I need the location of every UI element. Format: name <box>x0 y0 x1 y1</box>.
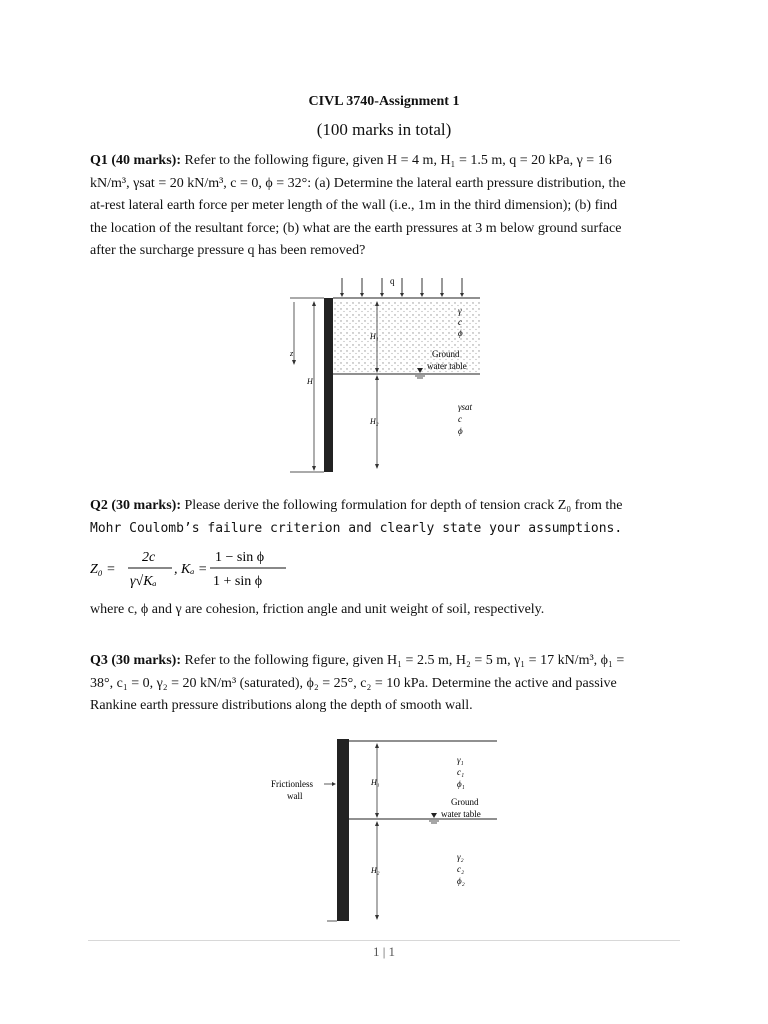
c2-label: c₂ <box>457 864 465 874</box>
c-lower-label: c <box>458 414 462 424</box>
assignment-title: CIVL 3740-Assignment 1 <box>308 94 460 109</box>
frictionless-wall <box>337 739 349 921</box>
q1-line-3: at-rest lateral earth force per meter length of the wall (i.e., 1m in the third dimension); (b) find <box>90 198 618 213</box>
water-table-marker-icon-2 <box>431 813 437 818</box>
q3-line-1 <box>90 650 680 673</box>
gwt-label-2-2: water table <box>441 809 481 819</box>
q1-paragraph <box>90 150 680 263</box>
z-label: z <box>290 349 294 358</box>
frictionless-label-2: wall <box>287 791 303 801</box>
phi2-label: ϕ₂ <box>457 876 465 886</box>
gwt-label-1: Ground <box>432 349 460 359</box>
formula-den-2: 1 + sin ϕ <box>213 574 263 589</box>
q1-line-5: after the surcharge pressure q has been removed? <box>90 243 366 258</box>
frictionless-label-1: Frictionless <box>271 779 313 789</box>
q1-line-2: kN/m³, γsat = 20 kN/m³, c = 0, ϕ = 32°: (a) Determine the lateral earth pressure distribution, the <box>90 175 626 191</box>
h1-label-2: H₁ <box>371 778 380 787</box>
phi-lower-label: ϕ <box>458 426 463 436</box>
formula-z0: Z₀ = <box>90 562 116 577</box>
q1-retaining-wall-figure <box>280 272 490 482</box>
gwt-label-2-1: Ground <box>451 797 479 807</box>
formula-den-1: γ√Kₐ <box>130 574 157 589</box>
h-label: H <box>307 377 313 386</box>
phi1-label: ϕ₁ <box>457 779 465 789</box>
h2-label: H₂ <box>370 417 379 426</box>
q2-where-text: where c, ϕ and γ are cohesion, friction angle and unit weight of soil, respectively. <box>90 602 545 617</box>
retaining-wall <box>324 298 333 472</box>
q3-text-1: Refer to the following figure, given H₁ = 2.5 m, H₂ = 5 m, γ₁ = 17 kN/m³, ϕ₁ = <box>184 653 625 668</box>
gamma1-label: γ₁ <box>457 755 464 765</box>
q1-text-1: Refer to the following figure, given H = 4 m, H₁ = 1.5 m, q = 20 kPa, γ = 16 <box>184 153 612 168</box>
q2-text-1: Please derive the following formulation for depth of tension crack Z₀ from the <box>184 498 623 513</box>
h1-label: H₁ <box>370 332 379 341</box>
q3-frictionless-wall-figure <box>265 735 500 925</box>
q2-line-2: Mohr Coulomb’s failure criterion and clearly state your assumptions. <box>90 520 623 536</box>
q1-label: Q1 (40 marks): <box>90 153 181 168</box>
formula-num-2: 1 − sin ϕ <box>215 550 265 565</box>
page-number: 1 | 1 <box>372 944 396 959</box>
q2-paragraph <box>90 495 680 540</box>
tension-crack-formula <box>90 545 350 595</box>
surcharge-q-label: q <box>390 276 395 286</box>
gamma2-label: γ₂ <box>457 852 464 862</box>
q3-line-3: Rankine earth pressure distributions along the depth of smooth wall. <box>90 698 473 713</box>
q2-line-1 <box>90 495 680 518</box>
c1-label: c₁ <box>457 767 465 777</box>
q3-label: Q3 (30 marks): <box>90 653 181 668</box>
q2-label: Q2 (30 marks): <box>90 498 181 513</box>
q1-line-1 <box>90 150 680 173</box>
q3-line-2: 38°, c₁ = 0, γ₂ = 20 kN/m³ (saturated), ϕ₂ = 25°, c₂ = 10 kPa. Determine the active and passive <box>90 675 617 691</box>
assignment-subtitle: (100 marks in total) <box>316 120 452 139</box>
q3-paragraph <box>90 650 680 718</box>
formula-num-1: 2c <box>142 550 156 565</box>
footer-divider <box>88 940 680 941</box>
c-label: c <box>458 317 462 327</box>
phi-label: ϕ <box>458 328 463 338</box>
gwt-label-2: water table <box>427 361 467 371</box>
q1-line-4: the location of the resultant force; (b) what are the earth pressures at 3 m below ground surface <box>90 220 622 236</box>
gamma-sat-label: γsat <box>458 402 473 412</box>
gamma-label: γ <box>458 306 462 316</box>
h2-label-2: H₂ <box>371 866 380 875</box>
formula-ka: , Kₐ = <box>174 562 208 577</box>
